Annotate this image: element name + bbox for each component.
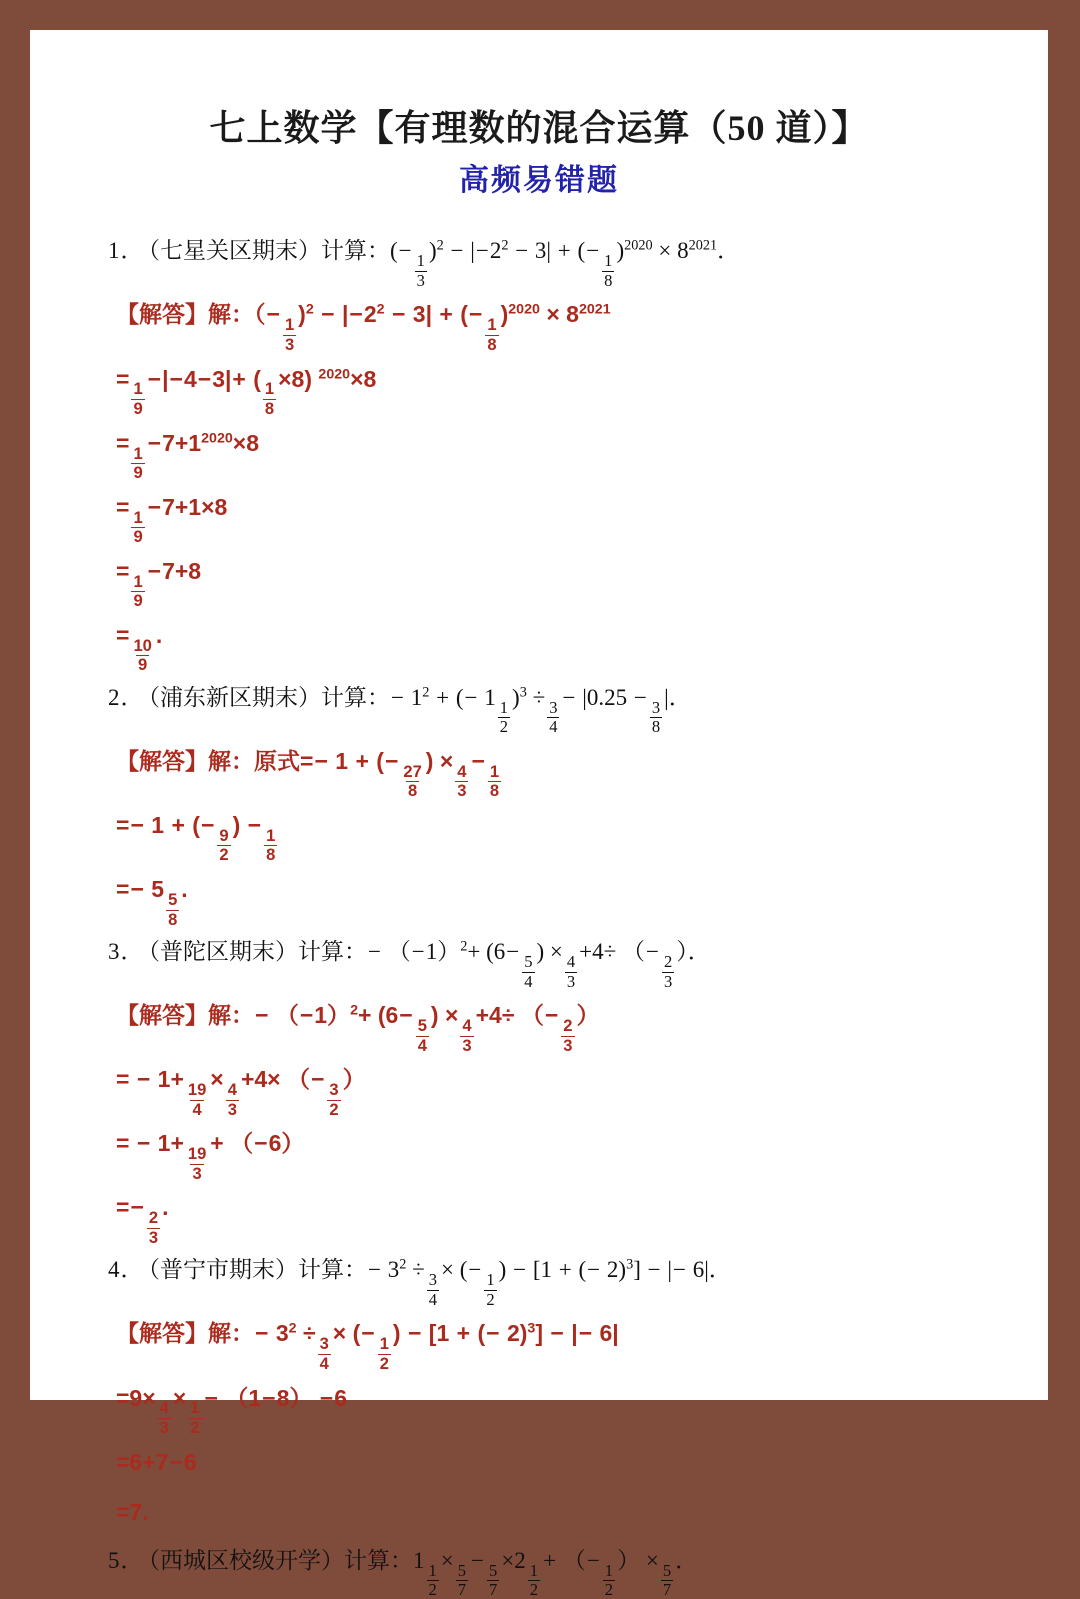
answer-step-expression: =6+7−6 (116, 1448, 197, 1475)
answer-line (108, 990, 1008, 1054)
answer-step (108, 1373, 1008, 1437)
question-line (108, 1539, 1008, 1599)
answer-expression: （− $\frac{1}{3}$ )$^2 - |-2^2 - 3|$ + (− $\frac{1}{8}$ )$^{2020} \times 8^{2021}$ (254, 301, 611, 354)
answer-expression: − $3^2$ ÷ $\frac{3}{4}$ × (− $\frac{1}{2}$ ) − [1 + (− 2)$^3$] − |− 6| (255, 1320, 619, 1373)
answer-step-expression: = $\frac{1}{9}$ −|−4−3|+ ( $\frac{1}{8}$ ×8) $^{2020}$×8 (116, 365, 377, 419)
question-number: 3． (108, 939, 145, 965)
answer-step (108, 1118, 1008, 1182)
answer-step-expression: = − 1+ $\frac{19}{3}$ + （−6） (116, 1130, 305, 1183)
question-line (108, 930, 1008, 990)
answer-step (108, 1487, 1008, 1537)
answer-step-expression: = − 1+ $\frac{19}{4}$ × $\frac{4}{3}$ +4× （− $\frac{3}{2}$ ） (116, 1066, 366, 1119)
answer-line (108, 1308, 1008, 1372)
answer-step-expression: =− $\frac{2}{3}$ . (116, 1194, 169, 1247)
question-expression: (− $\frac{1}{3}$ )$^2 - |-2^2 - 3|$ + (− $\frac{1}{8}$ )$^{2020} \times 8^{2021}$． (390, 237, 741, 290)
answer-step-expression: =7. (116, 1498, 149, 1525)
answer-step-expression: = $\frac{10}{9}$ . (116, 621, 163, 675)
page-subtitle: 高频易错题 (459, 164, 619, 198)
answer-step (108, 418, 1008, 482)
answer-step (108, 1182, 1008, 1246)
question-line (108, 1248, 1008, 1308)
answer-line (108, 736, 1008, 800)
answer-step (108, 1437, 1008, 1487)
answer-head-label: 【解答】解： (116, 748, 254, 774)
question-source: （西城区校级开学） (148, 1547, 344, 1573)
question-source: （浦东新区期末） (148, 684, 321, 710)
question-line (108, 676, 1008, 736)
answer-step-expression: =9× $\frac{4}{3}$ × $\frac{1}{2}$ − （1−8） −6 (116, 1384, 347, 1438)
answer-step-expression: =− 1 + (− $\frac{9}{2}$ ) − $\frac{1}{8}$ (116, 811, 276, 865)
answer-expression: =− 1 + (− $\frac{27}{8}$ ) × $\frac{4}{3}$ − $\frac{1}{8}$ (300, 747, 500, 801)
answer-head-label: 【解答】解： (116, 1003, 254, 1029)
question-expression: − $(-1)^2+ (6-$ $\frac{5}{4}$ ) × $\frac{4}{3}$ +4÷ （− $\frac{2}{3}$ ）． (368, 938, 711, 991)
problem-5 (108, 1539, 1008, 1599)
answer-step-expression: = $\frac{1}{9}$ −7+8 (116, 557, 202, 611)
answer-head-label: 【解答】解： (116, 302, 254, 328)
question-verb: 计算： (298, 939, 367, 965)
answer-step (108, 864, 1008, 928)
question-line (108, 229, 1008, 289)
question-number: 5． (108, 1547, 145, 1573)
answer-head-label: 【解答】解： (116, 1321, 254, 1347)
original-expr-label: 原式 (254, 748, 300, 774)
answer-step (108, 800, 1008, 864)
question-source: （普陀区期末） (148, 939, 298, 965)
question-number: 1． (108, 238, 145, 264)
answer-step (108, 1054, 1008, 1118)
answer-step (108, 546, 1008, 610)
question-verb: 计算： (344, 1547, 413, 1573)
question-expression: − $3^2$ ÷ $\frac{3}{4}$ × (− $\frac{1}{2}$ ) − [1 + (− 2)$^3$] − |− 6|． (368, 1256, 732, 1309)
answer-step-expression: = $\frac{1}{9}$ −7+1×8 (116, 493, 228, 547)
problem-list (30, 199, 1048, 1598)
question-expression: − $1^2$ + (− 1 $\frac{1}{2}$ )$^3$ ÷ $\frac{3}{4}$ − |0.25 − $\frac{3}{8}$ |． (391, 684, 692, 737)
question-verb: 计算： (321, 238, 390, 264)
answer-step (108, 354, 1008, 418)
answer-line (108, 289, 1008, 353)
question-verb: 计算： (321, 684, 390, 710)
answer-step (108, 610, 1008, 674)
answer-step-expression: =− 5 $\frac{5}{8}$ . (116, 876, 188, 929)
problem-4 (108, 1248, 1008, 1536)
problem-3 (108, 930, 1008, 1246)
question-expression: 1 $\frac{1}{2}$ × $\frac{5}{7}$ − $\frac{5}{7}$ ×2 $\frac{1}{2}$ + （− $\frac{1}{2}$ ） × $\frac{5}{7}$ ． (413, 1547, 699, 1599)
answer-step (108, 482, 1008, 546)
document-page (30, 30, 1048, 1599)
question-source: （普宁市期末） (148, 1257, 298, 1283)
answer-expression: − $(-1)^2+ (6-$ $\frac{5}{4}$ ) × $\frac{4}{3}$ +4÷ （− $\frac{2}{3}$ ） (255, 1002, 600, 1055)
question-verb: 计算： (298, 1257, 367, 1283)
page-title: 七上数学【有理数的混合运算（50 道）】 (209, 108, 869, 148)
problem-2 (108, 676, 1008, 928)
title-block (30, 30, 1048, 199)
problem-1 (108, 229, 1008, 673)
question-number: 2． (108, 684, 145, 710)
question-source: （七星关区期末） (148, 238, 321, 264)
answer-step-expression: = $\frac{1}{9}$ $-7+1^{2020}\times 8$ (116, 429, 260, 483)
question-number: 4． (108, 1257, 145, 1283)
